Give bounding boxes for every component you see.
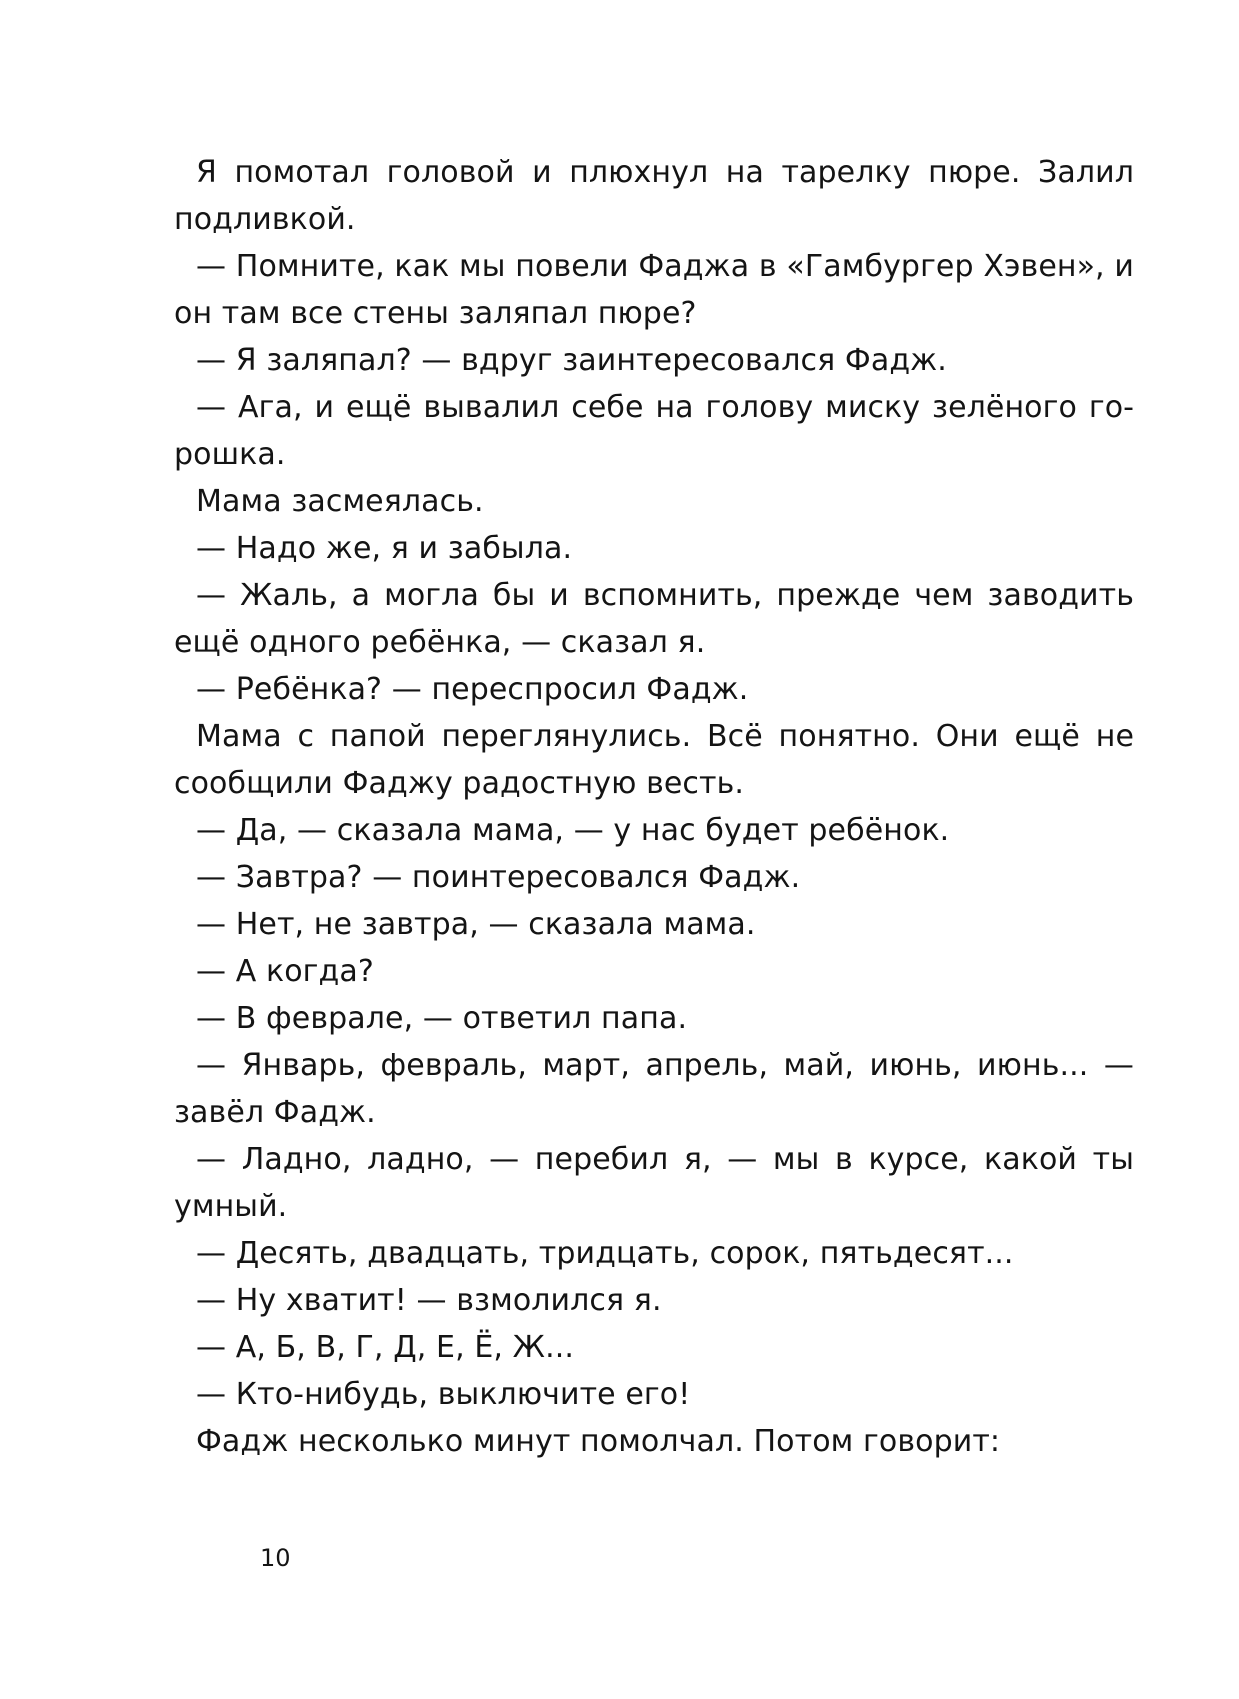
paragraph: — Я заляпал? — вдруг заинтересовался Фадж. bbox=[196, 343, 947, 378]
paragraph: — А, Б, В, Г, Д, Е, Ё, Ж... bbox=[196, 1330, 574, 1365]
body-text bbox=[174, 149, 1134, 1465]
paragraph: Фадж несколько минут помолчал. Потом говорит: bbox=[196, 1424, 1001, 1459]
paragraph: Я помотал головой и плюхнул на тарелку пюре. Залил подливкой. bbox=[174, 155, 1134, 237]
paragraph: — Ага, и ещё вывалил себе на голову миску зелёного горошка. bbox=[174, 390, 1134, 472]
paragraph: — Ладно, ладно, — перебил я, — мы в курсе, какой ты умный. bbox=[174, 1142, 1134, 1224]
paragraph: — Десять, двадцать, тридцать, сорок, пятьдесят... bbox=[196, 1236, 1014, 1271]
paragraph: — Ребёнка? — переспросил Фадж. bbox=[196, 672, 749, 707]
paragraph: — В феврале, — ответил папа. bbox=[196, 1001, 688, 1036]
paragraph: — Январь, февраль, март, апрель, май, июнь, июнь... — завёл Фадж. bbox=[174, 1048, 1134, 1130]
paragraph: Мама засмеялась. bbox=[196, 484, 484, 519]
paragraph: — Нет, не завтра, — сказала мама. bbox=[196, 907, 756, 942]
paragraph: — Ну хватит! — взмолился я. bbox=[196, 1283, 662, 1318]
paragraph: — А когда? bbox=[196, 954, 374, 989]
paragraph: Мама с папой переглянулись. Всё понятно. Они ещё не сообщили Фаджу радостную весть. bbox=[174, 719, 1134, 801]
paragraph: — Завтра? — поинтересовался Фадж. bbox=[196, 860, 801, 895]
paragraph: — Да, — сказала мама, — у нас будет ребёнок. bbox=[196, 813, 950, 848]
paragraph: — Кто-нибудь, выключите его! bbox=[196, 1377, 691, 1412]
paragraph: — Жаль, а могла бы и вспомнить, прежде чем заводить ещё одного ребёнка, — сказал я. bbox=[174, 578, 1134, 660]
paragraph: — Надо же, я и забыла. bbox=[196, 531, 573, 566]
page-number: 10 bbox=[260, 1544, 291, 1572]
paragraph: — Помните, как мы повели Фаджа в «Гамбургер Хэвен», и он там все стены заляпал пюре? bbox=[174, 249, 1134, 331]
